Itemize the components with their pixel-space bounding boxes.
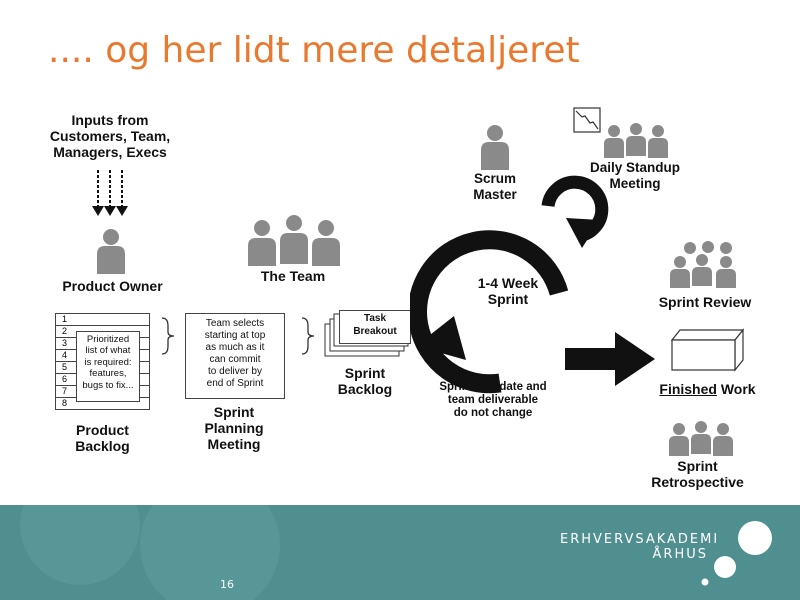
sprint-end-line-1: Sprint end date and (439, 381, 547, 393)
sprint-end-line-2: team deliverable (447, 394, 539, 407)
planning-note-line: end of Sprint (206, 378, 264, 389)
planning-note-line: to deliver by (208, 366, 262, 377)
team-label: The Team (260, 268, 326, 284)
scrum-master-line-2: Master (473, 186, 517, 202)
finished-work-label (640, 381, 775, 397)
retrospective-team-icon (668, 420, 734, 456)
backlog-row: 5 (55, 361, 150, 373)
standup-chart-icon (573, 107, 601, 133)
slide-title: .... og her lidt mere detaljeret (48, 30, 580, 71)
planning-label-3: Meeting (207, 436, 261, 453)
product-backlog-label (55, 422, 150, 454)
sprint-cycle-line-1: 1-4 Week (477, 275, 539, 291)
sprint-backlog-label-2: Backlog (337, 381, 393, 398)
backlog-note-line: bugs to fix... (82, 379, 134, 391)
inputs-line-1: Inputs from (71, 112, 149, 128)
backlog-row: 6 (55, 373, 150, 385)
backlog-row: 4 (55, 349, 150, 361)
sprint-end-note (428, 381, 558, 421)
brand-line-2: ÅRHUS (652, 547, 708, 562)
planning-label-1: Sprint (213, 404, 255, 420)
backlog-brace (158, 316, 180, 356)
backlog-row: 3 (55, 337, 150, 349)
sprint-review-group-icon (668, 240, 740, 288)
inputs-line-2: Customers, Team, (49, 128, 171, 145)
planning-note-line: can commit (209, 354, 261, 365)
planning-note-line: as much as it (205, 342, 265, 353)
finished-work-box-icon (670, 328, 745, 372)
task-breakout-card (339, 310, 411, 344)
inputs-line-3: Managers, Execs (53, 144, 167, 161)
task-line-2: Breakout (353, 325, 397, 337)
sprint-cycle-line-2: Sprint (487, 291, 529, 308)
backlog-row: 7 (55, 385, 150, 397)
page-number: 16 (220, 578, 234, 591)
planning-brace (298, 316, 320, 356)
inputs-arrows (90, 168, 135, 220)
backlog-row: 1 (55, 313, 150, 325)
product-backlog-label-2: Backlog (75, 438, 130, 455)
sprint-review-label: Sprint Review (658, 294, 752, 310)
backlog-note-line: Prioritized (86, 334, 130, 345)
retrospective-line-1: Sprint (677, 458, 718, 474)
brand-line-1: ERHVERVSAKADEMI (560, 532, 720, 547)
backlog-row: 2 (55, 325, 150, 337)
finished-word: Finished (659, 381, 717, 397)
sprint-backlog-label-1: Sprint (344, 365, 386, 381)
planning-note-line: starting at top (204, 330, 266, 341)
backlog-note-line: is required: (84, 356, 132, 368)
retrospective-line-2: Retrospective (651, 474, 744, 491)
retrospective-label (635, 458, 760, 490)
task-line-1: Task (363, 313, 387, 324)
scrum-master-icon (479, 124, 511, 170)
product-backlog-note (76, 331, 140, 402)
sprint-end-line-3: do not change (453, 407, 533, 420)
backlog-note-line: features, (89, 368, 127, 380)
backlog-row: 8 (55, 397, 150, 410)
daily-standup-line-1: Daily Standup (589, 160, 680, 175)
scrum-master-line-1: Scrum (473, 171, 517, 186)
inputs-label (35, 112, 185, 160)
daily-standup-line-2: Meeting (609, 175, 661, 191)
sprint-backlog-label (325, 365, 405, 397)
product-backlog-label-1: Product (76, 422, 129, 438)
product-owner-label: Product Owner (62, 278, 163, 294)
work-word: Work (716, 381, 756, 397)
planning-note (185, 313, 285, 399)
planning-label-2: Planning (204, 420, 264, 437)
delivery-arrow (565, 330, 657, 388)
product-owner-icon (95, 228, 127, 274)
sprint-cycle-label (458, 275, 558, 307)
sprint-planning-label (185, 404, 283, 452)
planning-note-line: Team selects (205, 318, 265, 329)
team-icon (246, 214, 342, 266)
standup-team-icon (603, 122, 669, 158)
brand-name (560, 532, 720, 562)
backlog-note-line: list of what (85, 345, 131, 357)
